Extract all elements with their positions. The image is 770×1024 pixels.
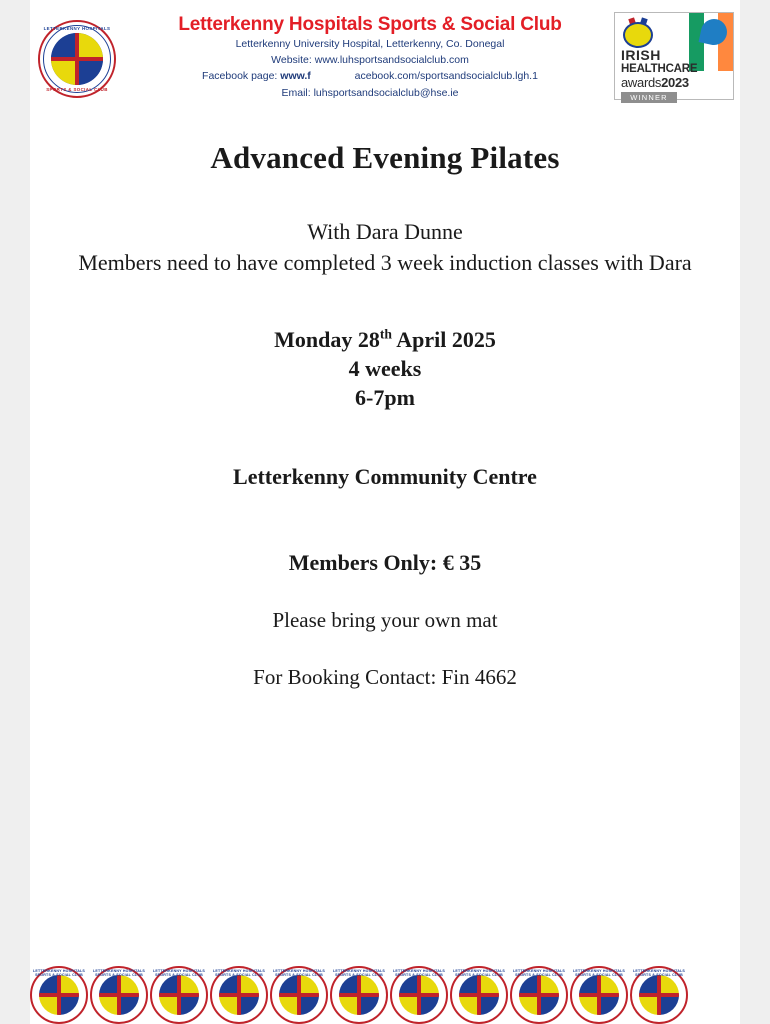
instructor-line: With Dara Dunne (307, 219, 463, 244)
date-line (30, 325, 740, 354)
footer-crest-label: LETTERKENNY HOSPITALS SPORTS & SOCIAL CLUB (633, 969, 685, 977)
footer-crest-icon (570, 966, 628, 1024)
crest-quadrant (77, 59, 103, 85)
crest-quadrant (51, 33, 77, 59)
award-year: 2023 (661, 75, 689, 91)
footer-crest-label: LETTERKENNY HOSPITALS SPORTS & SOCIAL CLUB (513, 969, 565, 977)
award-awards-word: awards (621, 75, 662, 91)
email-label: Email: (281, 86, 311, 99)
award-line-irish: IRISH (621, 47, 661, 63)
page-sheet (30, 0, 740, 1024)
footer-crest-icon (450, 966, 508, 1024)
footer-crest-label: LETTERKENNY HOSPITALS SPORTS & SOCIAL CLUB (273, 969, 325, 977)
letterhead-header (30, 0, 740, 112)
footer-crest-icon (630, 966, 688, 1024)
duration-line: 4 weeks (348, 356, 422, 382)
club-email-line (130, 85, 610, 101)
award-badge (614, 12, 734, 103)
footer-crest-label: LETTERKENNY HOSPITALS SPORTS & SOCIAL CLUB (33, 969, 85, 977)
footer-crest-label: LETTERKENNY HOSPITALS SPORTS & SOCIAL CLUB (153, 969, 205, 977)
footer-crest-icon (270, 966, 328, 1024)
website-label: Website: (271, 54, 312, 67)
crest-shield (51, 33, 103, 85)
crest-cross-icon (51, 57, 103, 61)
footer-crest-icon (330, 966, 388, 1024)
website-url[interactable]: www.luhsportsandsocialclub.com (314, 54, 469, 67)
footer-crest-label: LETTERKENNY HOSPITALS SPORTS & SOCIAL CLUB (93, 969, 145, 977)
footer-crest-icon (150, 966, 208, 1024)
date-prefix: Monday 28 (274, 327, 380, 353)
date-suffix: April 2025 (391, 327, 496, 353)
schedule-block (30, 325, 740, 412)
crest-bottom-text: SPORTS & SOCIAL CLUB (46, 87, 108, 92)
footer-crest-label: LETTERKENNY HOSPITALS SPORTS & SOCIAL CLUB (213, 969, 265, 977)
footer-crest-icon (390, 966, 448, 1024)
footer-crest-icon (30, 966, 88, 1024)
time-line: 6-7pm (355, 385, 415, 411)
footer-crest-strip (30, 962, 710, 1024)
award-line-healthcare: HEALTHCARE (621, 63, 698, 75)
letterhead-text-block (130, 14, 610, 101)
medal-icon (623, 18, 653, 48)
footer-crest-label: LETTERKENNY HOSPITALS SPORTS & SOCIAL CLUB (453, 969, 505, 977)
mat-note-line: Please bring your own mat (272, 608, 498, 633)
email-address[interactable]: luhsportsandsocialclub@hse.ie (313, 86, 459, 99)
award-winner-ribbon: WINNER (621, 92, 677, 103)
booking-line: For Booking Contact: Fin 4662 (253, 665, 517, 690)
club-address: Letterkenny University Hospital, Letterkenny, Co. Donegal (235, 37, 505, 50)
award-badge-inner (615, 13, 733, 103)
club-crest-logo (38, 20, 116, 98)
crest-quadrant (77, 33, 103, 59)
footer-crest-label: LETTERKENNY HOSPITALS SPORTS & SOCIAL CLUB (573, 969, 625, 977)
footer-crest-icon (210, 966, 268, 1024)
club-name: Letterkenny Hospitals Sports & Social Club (178, 14, 562, 35)
footer-crest-icon (510, 966, 568, 1024)
page-title: Advanced Evening Pilates (210, 140, 560, 175)
date-ordinal-suffix: th (379, 326, 392, 342)
footer-crest-label: LETTERKENNY HOSPITALS SPORTS & SOCIAL CLUB (393, 969, 445, 977)
crest-quadrant (51, 59, 77, 85)
price-line: Members Only: € 35 (288, 550, 482, 576)
award-text-block (621, 47, 729, 103)
facebook-url-bold[interactable]: www.f (280, 70, 311, 83)
facebook-url-rest[interactable]: acebook.com/sportsandsocialclub.lgh.1 (354, 70, 538, 83)
club-facebook-line (130, 68, 610, 84)
footer-crest-label: LETTERKENNY HOSPITALS SPORTS & SOCIAL CLUB (333, 969, 385, 977)
crest-top-text: LETTERKENNY HOSPITALS (43, 26, 111, 31)
venue-line: Letterkenny Community Centre (233, 464, 537, 490)
requirement-line: Members need to have completed 3 week induction classes with Dara (78, 249, 692, 275)
footer-crest-icon (90, 966, 148, 1024)
award-line-awards (621, 75, 729, 90)
facebook-label: Facebook page: (202, 70, 278, 83)
club-website-line (130, 52, 610, 68)
